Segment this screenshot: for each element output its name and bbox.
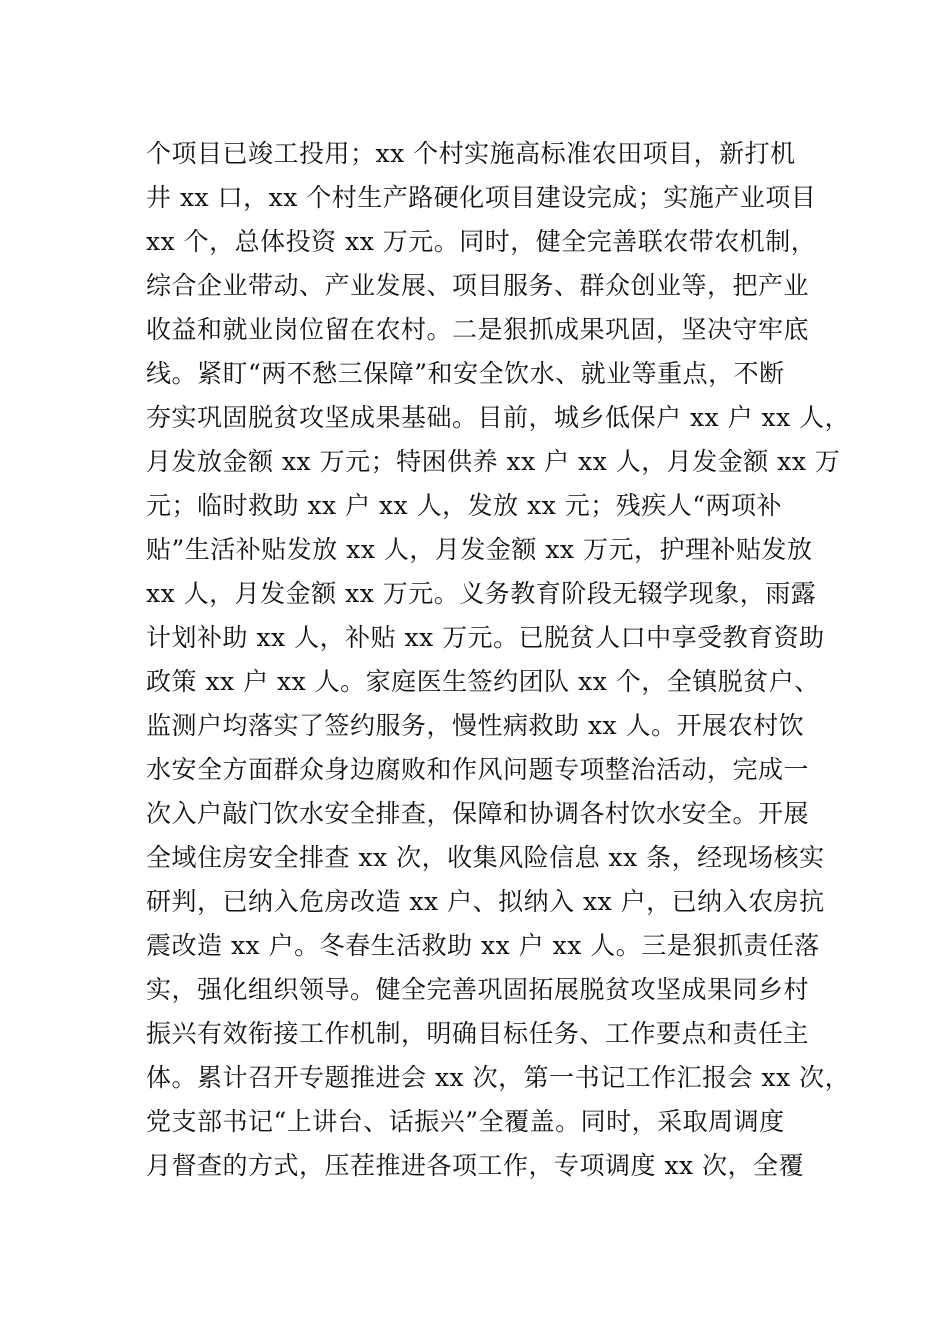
- body-paragraph: [146, 132, 851, 1188]
- text-line-12: 计划补助 xx 人，补贴 xx 万元。已脱贫人口中享受教育资助: [146, 623, 825, 652]
- text-line-4: 综合企业带动、产业发展、项目服务、群众创业等，把产业: [146, 271, 810, 300]
- text-line-23: 党支部书记“上讲台、话振兴”全覆盖。同时，采取周调度: [146, 1107, 785, 1136]
- text-line-5: 收益和就业岗位留在农村。二是狠抓成果巩固，坚决守牢底: [146, 315, 810, 344]
- text-line-16: 次入户敲门饮水安全排查，保障和协调各村饮水安全。开展: [146, 799, 810, 828]
- text-line-6: 线。紧盯“两不愁三保障”和安全饮水、就业等重点，不断: [146, 359, 785, 388]
- text-line-14: 监测户均落实了签约服务，慢性病救助 xx 人。开展农村饮: [146, 711, 805, 740]
- text-line-17: 全域住房安全排查 xx 次，收集风险信息 xx 条，经现场核实: [146, 843, 825, 872]
- text-line-3: xx 个，总体投资 xx 万元。同时，健全完善联农带农机制，: [146, 227, 817, 256]
- text-line-19: 震改造 xx 户。冬春生活救助 xx 户 xx 人。三是狠抓责任落: [146, 931, 820, 960]
- text-line-24: 月督查的方式，压茬推进各项工作，专项调度 xx 次，全覆: [146, 1151, 805, 1180]
- text-line-1: 个项目已竣工投用；xx 个村实施高标准农田项目，新打机: [146, 139, 796, 168]
- text-line-8: 月发放金额 xx 万元；特困供养 xx 户 xx 人，月发金额 xx 万: [146, 447, 841, 476]
- text-line-7: 夯实巩固脱贫攻坚成果基础。目前，城乡低保户 xx 户 xx 人，: [146, 403, 851, 432]
- text-line-22: 体。累计召开专题推进会 xx 次，第一书记工作汇报会 xx 次，: [146, 1063, 851, 1092]
- text-line-20: 实，强化组织领导。健全完善巩固拓展脱贫攻坚成果同乡村: [146, 975, 810, 1004]
- text-line-15: 水安全方面群众身边腐败和作风问题专项整治活动，完成一: [146, 755, 810, 784]
- text-line-10: 贴”生活补贴发放 xx 人，月发金额 xx 万元，护理补贴发放: [146, 535, 813, 564]
- text-line-11: xx 人，月发金额 xx 万元。义务教育阶段无辍学现象，雨露: [146, 579, 817, 608]
- text-line-2: 井 xx 口，xx 个村生产路硬化项目建设完成；实施产业项目: [146, 183, 817, 212]
- text-line-21: 振兴有效衔接工作机制，明确目标任务、工作要点和责任主: [146, 1019, 810, 1048]
- text-line-18: 研判，已纳入危房改造 xx 户、拟纳入 xx 户，已纳入农房抗: [146, 887, 825, 916]
- text-line-9: 元；临时救助 xx 户 xx 人，发放 xx 元；残疾人“两项补: [146, 491, 783, 520]
- text-line-13: 政策 xx 户 xx 人。家庭医生签约团队 xx 个，全镇脱贫户、: [146, 667, 820, 696]
